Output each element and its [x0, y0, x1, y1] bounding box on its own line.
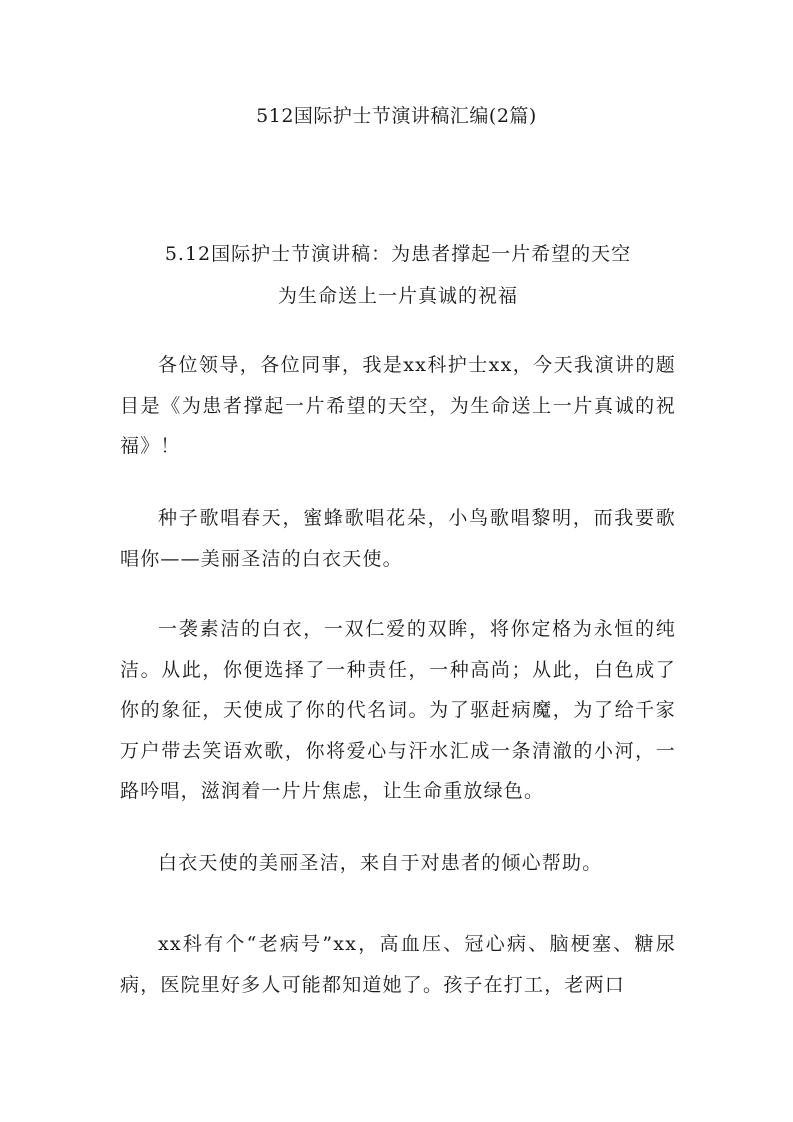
paragraph-song: 种子歌唱春天，蜜蜂歌唱花朵，小鸟歌唱黎明，而我要歌唱你——美丽圣洁的白衣天使。 — [120, 507, 676, 570]
paragraph-old-patient: xx科有个“老病号”xx，高血压、冠心病、脑梗塞、糖尿病，医院里好多人可能都知道她了。孩子在打工，老两口 — [120, 933, 676, 996]
paragraph-greeting: 各位领导，各位同事，我是xx科护士xx，今天我演讲的题目是《为患者撑起一片希望的天空，为生命送上一片真诚的祝福》！ — [120, 354, 676, 457]
speech-title-line-2: 为生命送上一片真诚的祝福 — [277, 285, 518, 307]
speech-title-line-1: 5.12国际护士节演讲稿：为患者撑起一片希望的天空 — [164, 243, 632, 265]
document-title: 512国际护士节演讲稿汇编(2篇) — [256, 105, 537, 127]
paragraph-beauty: 白衣天使的美丽圣洁，来自于对患者的倾心帮助。 — [158, 852, 603, 874]
paragraph-white-robe: 一袭素洁的白衣，一双仁爱的双眸，将你定格为永恒的纯洁。从此，你便选择了一种责任，一种高尚；从此，白色成了你的象征，天使成了你的代名词。为了驱赶病魔，为了给千家万户带去笑语欢歌，你将爱心与汗水汇成一条清澈的小河，一路吟唱，滋润着一片片焦虑，让生命重放绿色。 — [120, 618, 676, 802]
